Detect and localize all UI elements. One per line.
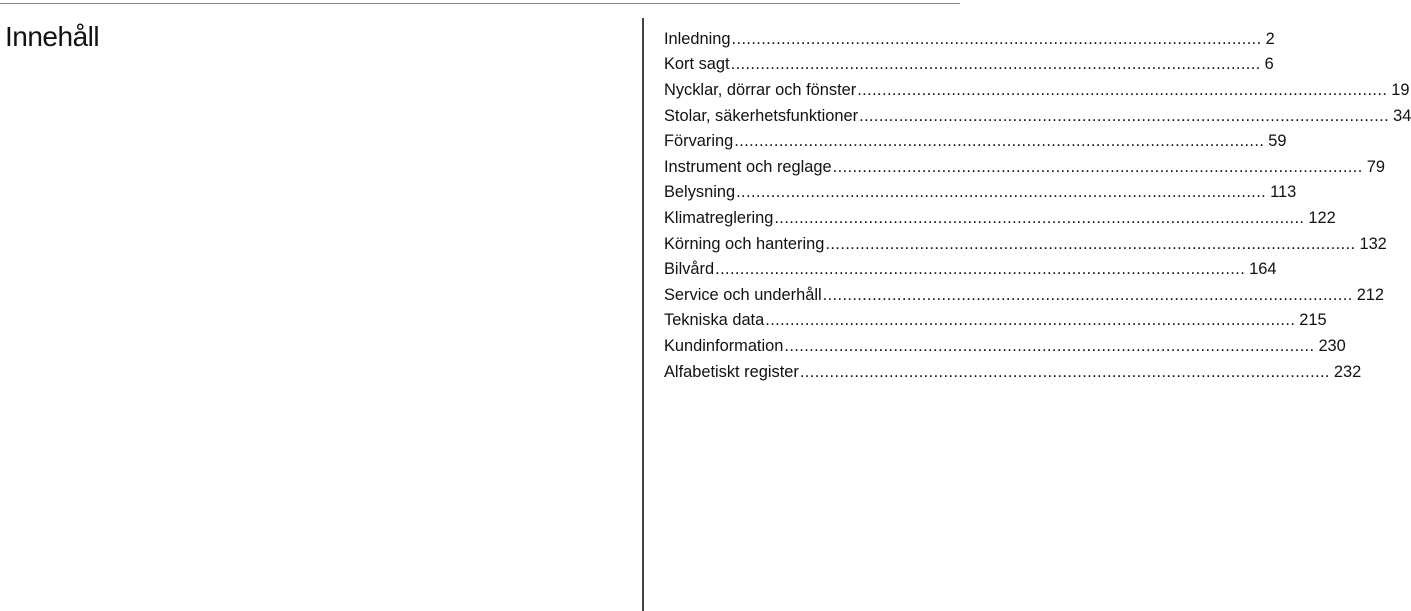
toc-entry-title: Service och underhåll xyxy=(664,285,822,304)
toc-entry-instrument-och-reglage[interactable] xyxy=(664,154,1385,180)
toc-entry-page: 79 xyxy=(1366,157,1385,176)
toc-entry-inledning[interactable] xyxy=(664,26,1275,52)
toc-entry-title: Körning och hantering xyxy=(664,234,825,253)
toc-entry-title: Bilvård xyxy=(664,260,715,279)
toc-entry-page: 212 xyxy=(1356,285,1385,304)
toc-leader-dots xyxy=(833,157,1363,177)
toc-leader-dots xyxy=(859,106,1389,126)
toc-entry-korning-och-hantering[interactable] xyxy=(664,231,1387,257)
toc-entry-page: 34 xyxy=(1393,106,1411,125)
toc-entry-page: 59 xyxy=(1268,132,1287,151)
column-divider xyxy=(642,18,644,611)
toc-entry-kort-sagt[interactable] xyxy=(664,52,1274,78)
toc-entry-page: 2 xyxy=(1265,29,1275,48)
toc-entry-service-och-underhall[interactable] xyxy=(664,282,1385,308)
page-title: Innehåll xyxy=(5,21,100,52)
toc-entry-page: 6 xyxy=(1264,55,1274,74)
toc-entry-page: 122 xyxy=(1308,208,1336,227)
toc-leader-dots xyxy=(736,182,1266,202)
toc-entry-title: Kort sagt xyxy=(664,55,730,74)
toc-entry-page: 230 xyxy=(1318,336,1346,355)
toc-entry-title: Belysning xyxy=(664,183,736,202)
toc-entry-title: Stolar, säkerhetsfunktioner xyxy=(664,106,859,125)
toc-entry-title: Förvaring xyxy=(664,132,734,151)
toc-leader-dots xyxy=(774,208,1304,228)
top-rule xyxy=(0,3,960,4)
toc-leader-dots xyxy=(825,234,1355,254)
toc-entry-title: Klimatreglering xyxy=(664,208,774,227)
toc-leader-dots xyxy=(800,362,1330,382)
toc-entry-page: 215 xyxy=(1299,311,1327,330)
toc-entry-title: Kundinformation xyxy=(664,336,784,355)
toc-entry-title: Alfabetiskt register xyxy=(664,362,799,381)
toc-entry-tekniska-data[interactable] xyxy=(664,308,1327,334)
toc-entry-nycklar-dorrar-fonster[interactable] xyxy=(664,77,1410,103)
table-of-contents xyxy=(664,26,1411,384)
toc-entry-title: Instrument och reglage xyxy=(664,157,832,176)
toc-entry-title: Nycklar, dörrar och fönster xyxy=(664,80,857,99)
toc-entry-alfabetiskt-register[interactable] xyxy=(664,359,1362,385)
toc-entry-belysning[interactable] xyxy=(664,180,1297,206)
toc-entry-klimatreglering[interactable] xyxy=(664,205,1336,231)
toc-leader-dots xyxy=(765,310,1295,330)
toc-entry-title: Inledning xyxy=(664,29,731,48)
toc-entry-page: 19 xyxy=(1391,80,1410,99)
toc-entry-kundinformation[interactable] xyxy=(664,333,1346,359)
toc-entry-forvaring[interactable] xyxy=(664,128,1287,154)
toc-entry-title: Tekniska data xyxy=(664,311,765,330)
toc-leader-dots xyxy=(823,285,1353,305)
toc-entry-stolar-sakerhetsfunktioner[interactable] xyxy=(664,103,1411,129)
toc-entry-bilvard[interactable] xyxy=(664,256,1277,282)
toc-leader-dots xyxy=(715,259,1245,279)
toc-leader-dots xyxy=(734,131,1264,151)
toc-entry-page: 113 xyxy=(1270,183,1297,202)
toc-entry-page: 232 xyxy=(1333,362,1362,381)
toc-entry-page: 164 xyxy=(1249,260,1277,279)
toc-entry-page: 132 xyxy=(1359,234,1387,253)
toc-leader-dots xyxy=(784,336,1314,356)
toc-leader-dots xyxy=(732,29,1262,49)
toc-leader-dots xyxy=(857,80,1387,100)
toc-leader-dots xyxy=(731,54,1261,74)
